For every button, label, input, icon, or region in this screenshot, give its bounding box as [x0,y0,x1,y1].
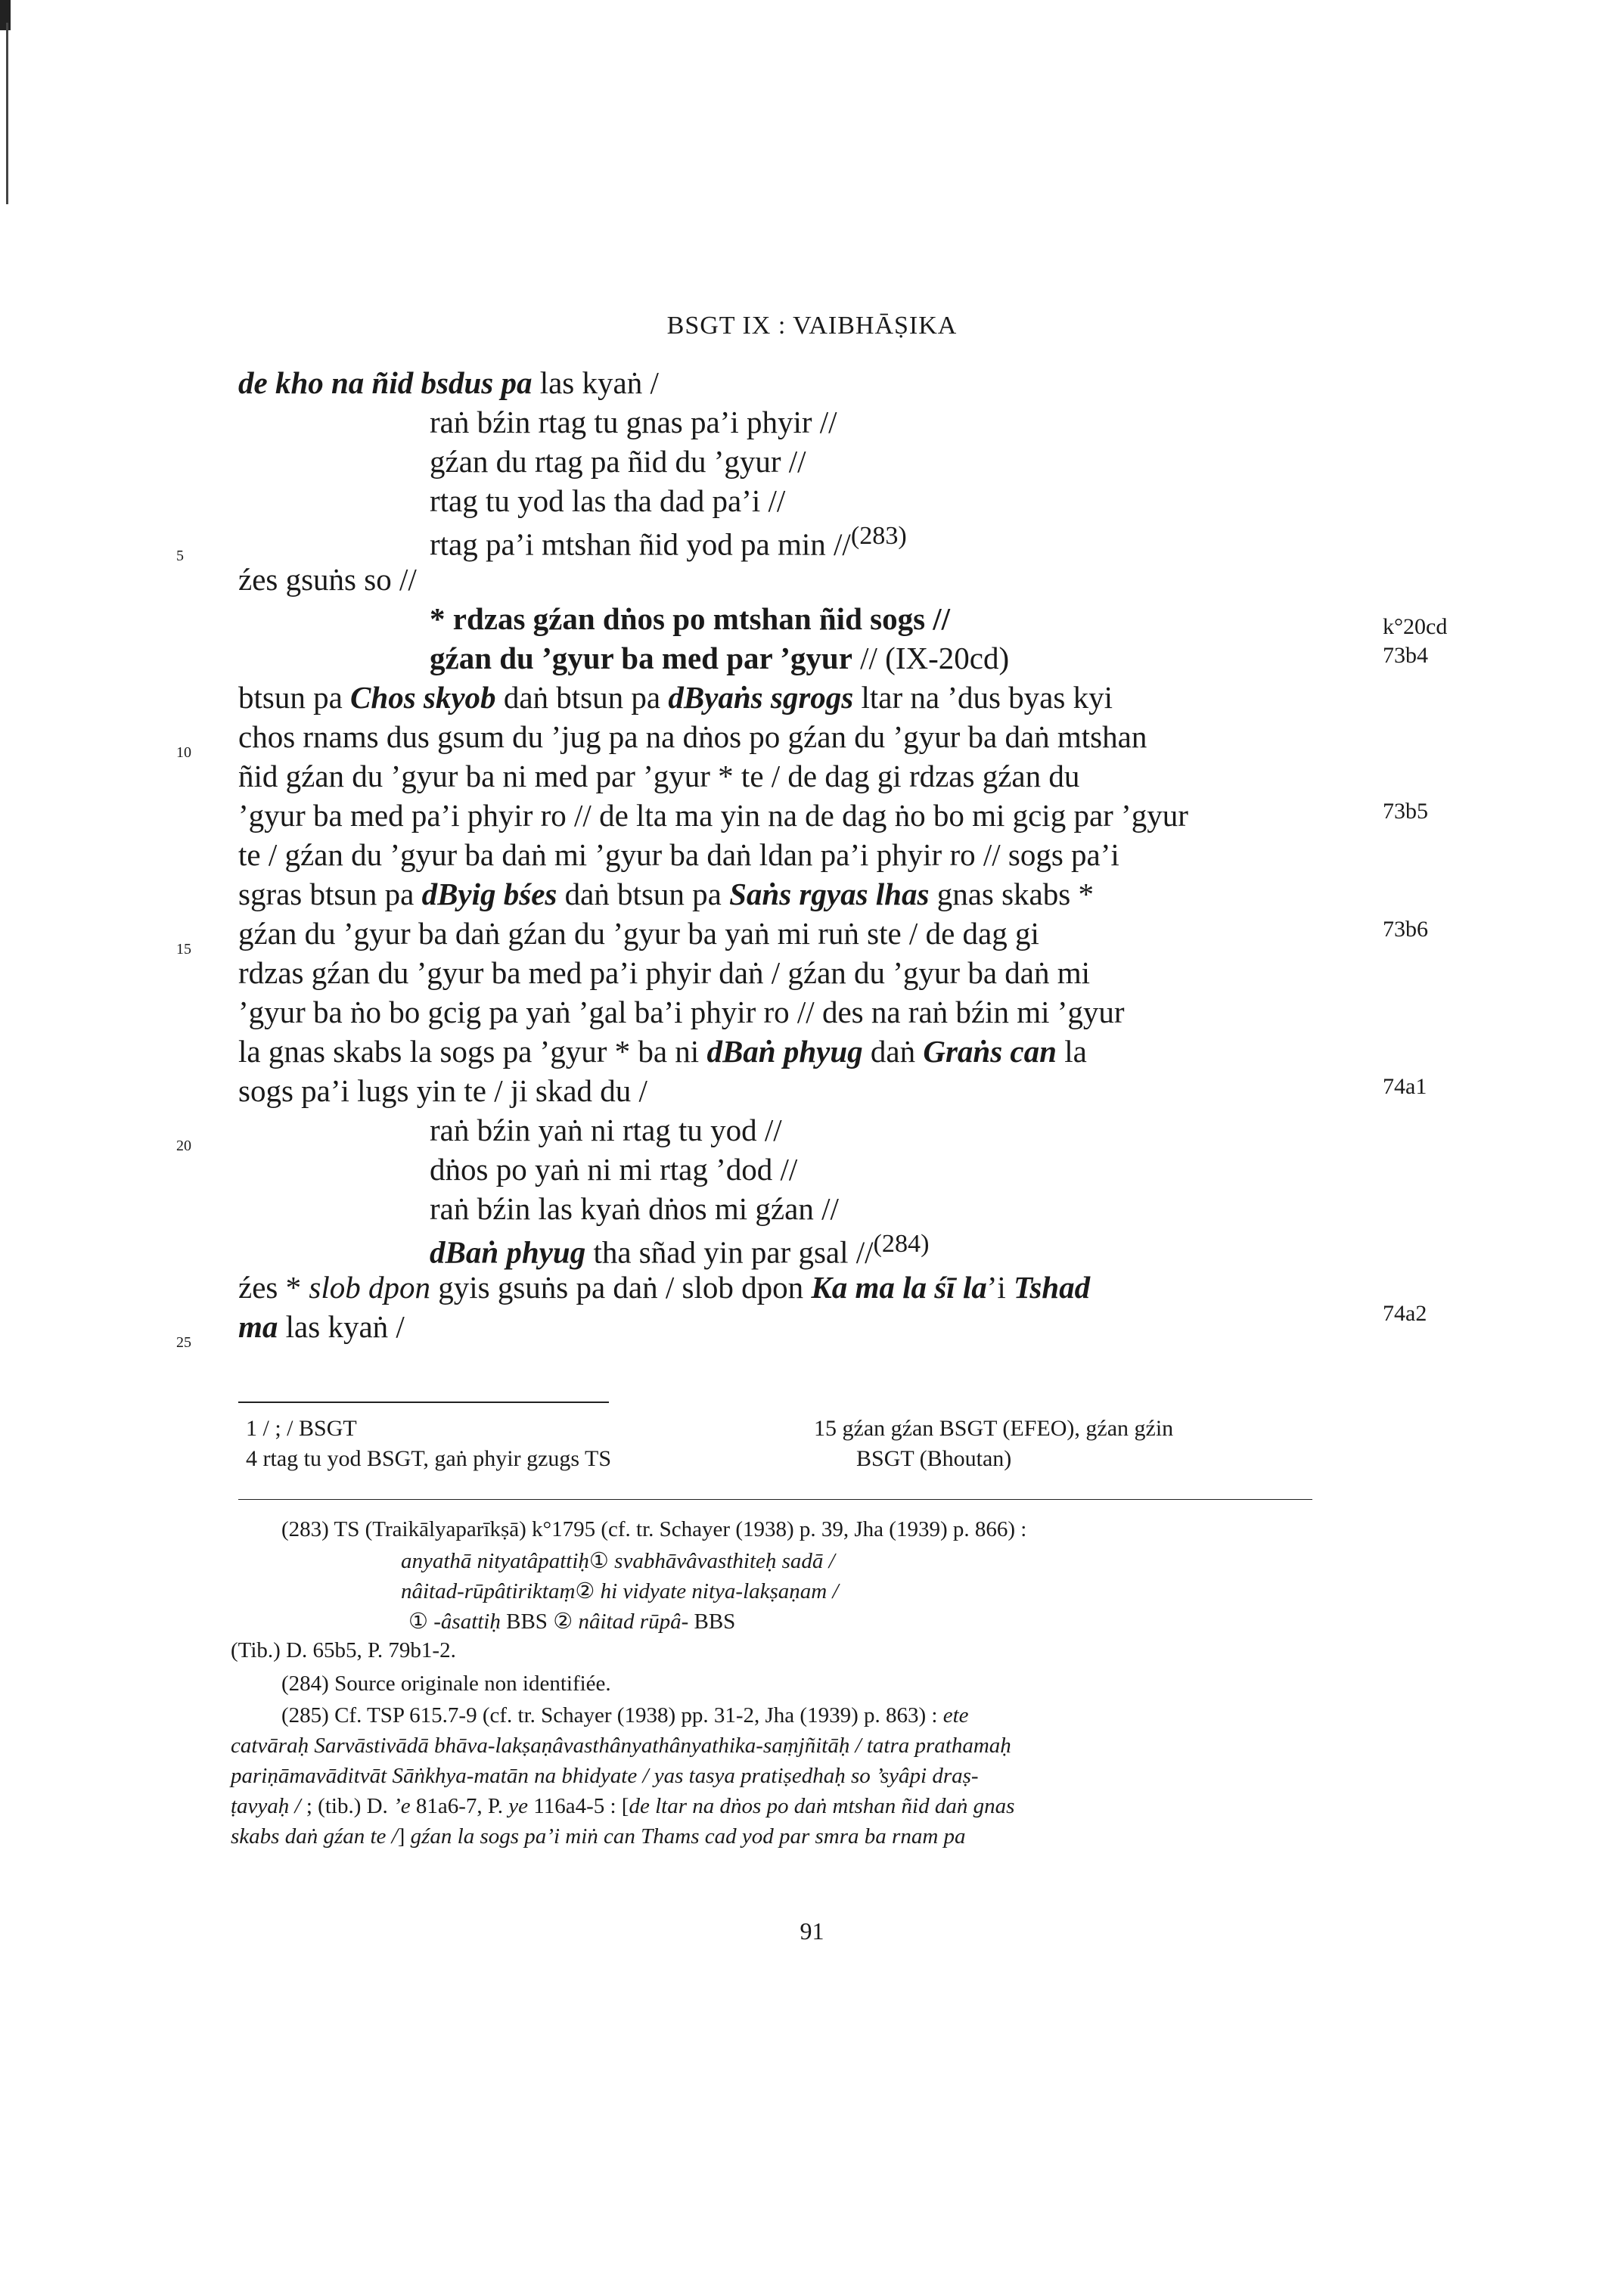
footnote-line: pariṇāmavāditvāt Sāṅkhya-matān na bhidyate / yas tasya pratiṣedhaḥ so ’syâpi draṣ- [231,1764,979,1788]
text-line-15: gźan du ’gyur ba daṅ gźan du ’gyur ba yaṅ mi ruṅ ste / de dag gi [238,916,1039,951]
line-number: 20 [176,1138,191,1154]
apparatus-rule [238,1402,609,1403]
page-number: 91 [800,1917,824,1945]
verse-line-20: raṅ bźin yaṅ ni rtag tu yod // [430,1113,782,1147]
verse-line-2: raṅ bźin rtag tu gnas pa’i phyir // [430,405,837,439]
margin-ref: 73b5 [1383,799,1428,824]
verse-line-23: dBaṅ phyug tha sñad yin par gsal //$^{(284)}$ [430,1230,930,1270]
text-line-10: chos rnams dus gsum du ’jug pa na dṅos po gźan du ’gyur ba daṅ mtshan [238,719,1147,754]
text-line-1: de kho na ñid bsdus pa las kyaṅ / [238,365,659,400]
footnote-line: (283) TS (Traikālyaparīkṣā) k°1795 (cf. tr. Schayer (1938) p. 39, Jha (1939) p. 866) : [281,1517,1027,1541]
margin-line [6,23,8,204]
verse-line-5: rtag pa’i mtshan ñid yod pa min //$^{(283)}$ [430,522,907,562]
text-line-6: źes gsuṅs so // [238,562,417,597]
text-line-24: źes * slob dpon gyis gsuṅs pa daṅ / slob dpon Ka ma la śī la’i Tshad [238,1270,1091,1305]
apparatus-note: 1 / ; / BSGT [246,1416,357,1441]
footnote-line: ṭavyaḥ / ; (tib.) D. ’e 81a6-7, P. ye 116a4-5 : [de ltar na dṅos po daṅ mtshan ñid daṅ gnas [231,1794,1015,1818]
footnote-line: (284) Source originale non identifiée. [281,1672,611,1696]
verse-line-22: raṅ bźin las kyaṅ dṅos mi gźan // [430,1191,839,1226]
verse-line-7: * rdzas gźan dṅos po mtshan ñid sogs // [430,601,951,636]
margin-ref: 74a2 [1383,1301,1427,1326]
footnote-line: anyathā nityatâpattiḥ① svabhāvâvasthiteḥ sadā / [401,1549,835,1573]
footnote-line: skabs daṅ gźan te /] gźan la sogs pa’i miṅ can Thams cad yod par smra ba rnam pa [231,1824,966,1849]
apparatus-note: 4 rtag tu yod BSGT, gaṅ phyir gzugs TS [246,1446,612,1471]
footnote-rule [238,1499,1312,1500]
verse-line-8: gźan du ’gyur ba med par ’gyur // (IX-20cd) [430,641,1010,675]
text-line-14: sgras btsun pa dByig bśes daṅ btsun pa Saṅs rgyas lhas gnas skabs * [238,877,1094,911]
text-line-12: ’gyur ba med pa’i phyir ro // de lta ma yin na de dag ṅo bo mi gcig par ’gyur [238,798,1188,833]
margin-ref: 74a1 [1383,1074,1427,1099]
footnote-line: ① -âsattiḥ BBS ② nâitad rūpâ- BBS [408,1610,736,1634]
running-header: BSGT IX : VAIBHĀṢIKA [666,312,958,340]
line-number: 10 [176,744,191,761]
apparatus-note: 15 gźan gźan BSGT (EFEO), gźan gźin [814,1416,1174,1441]
verse-line-21: dṅos po yaṅ ni mi rtag ’dod // [430,1152,798,1187]
text-line-9: btsun pa Chos skyob daṅ btsun pa dByaṅs sgrogs ltar na ’dus byas kyi [238,680,1113,715]
footnote-line: nâitad-rūpâtiriktaṃ② hi vidyate nitya-lakṣaṇam / [401,1579,839,1603]
text-line-11: ñid gźan du ’gyur ba ni med par ’gyur * te / de dag gi rdzas gźan du [238,759,1080,793]
text-line-17: ’gyur ba ṅo bo gcig pa yaṅ ’gal ba’i phyir ro // des na raṅ bźin mi ’gyur [238,995,1125,1029]
text-line-25: ma las kyaṅ / [238,1309,405,1344]
text-line-18: la gnas skabs la sogs pa ’gyur * ba ni dBaṅ phyug daṅ Graṅs can la [238,1034,1087,1069]
line-number: 5 [176,548,184,564]
footnote-line: (285) Cf. TSP 615.7-9 (cf. tr. Schayer (1938) pp. 31-2, Jha (1939) p. 863) : ete [281,1703,969,1727]
margin-ref: k°20cd [1383,614,1448,639]
apparatus-note: BSGT (Bhoutan) [856,1446,1012,1471]
margin-ref: 73b4 [1383,643,1428,668]
text-line-16: rdzas gźan du ’gyur ba med pa’i phyir daṅ / gźan du ’gyur ba daṅ mi [238,955,1090,990]
line-number: 15 [176,941,191,958]
margin-ref: 73b6 [1383,917,1428,942]
line-number: 25 [176,1334,191,1351]
footnote-line: catvāraḥ Sarvāstivādā bhāva-lakṣaṇâvasthânyathânyathika-saṃjñitāḥ / tatra prathamaḥ [231,1734,1011,1758]
corner-mark [0,0,11,30]
footnote-line: (Tib.) D. 65b5, P. 79b1-2. [231,1638,456,1662]
text-line-19: sogs pa’i lugs yin te / ji skad du / [238,1073,647,1108]
verse-line-4: rtag tu yod las tha dad pa’i // [430,483,786,518]
verse-line-3: gźan du rtag pa ñid du ’gyur // [430,444,806,479]
text-line-13: te / gźan du ’gyur ba daṅ mi ’gyur ba daṅ ldan pa’i phyir ro // sogs pa’i [238,837,1119,872]
